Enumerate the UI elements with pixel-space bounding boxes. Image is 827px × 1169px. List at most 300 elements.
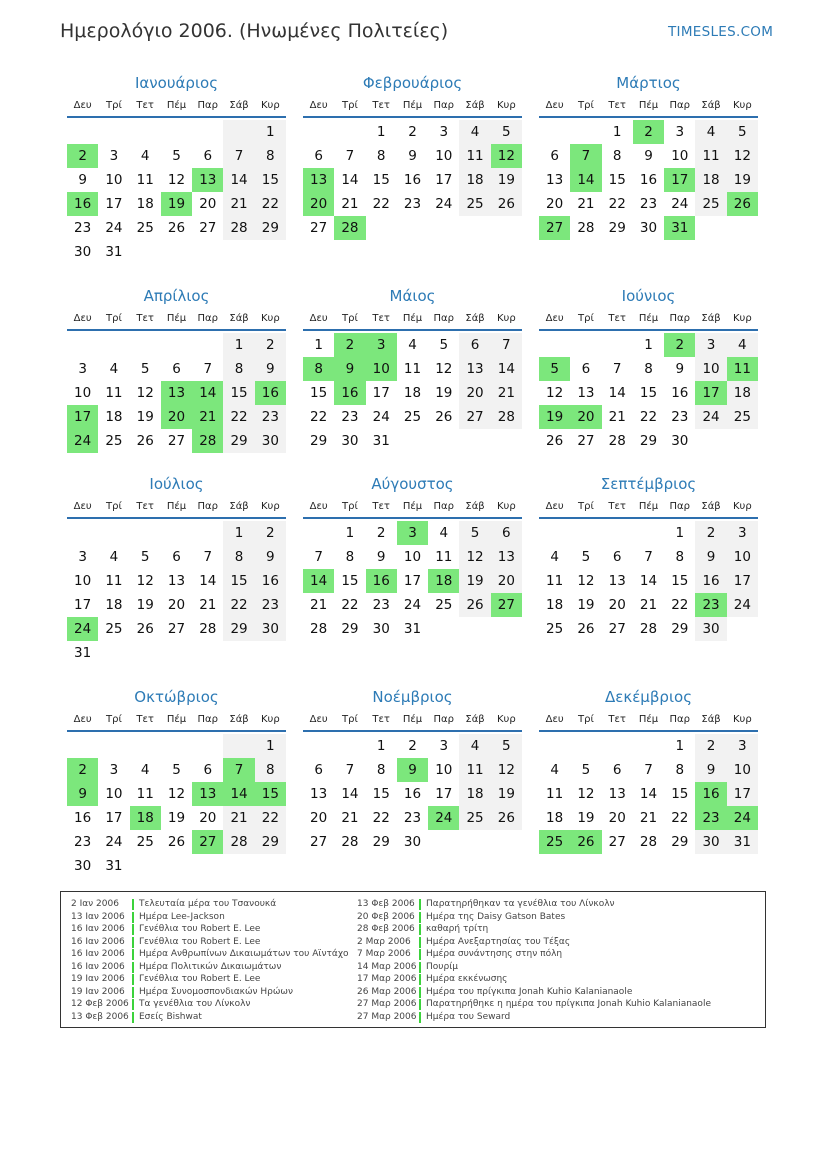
day-cell: 23 (255, 405, 286, 429)
day-cell: 30 (255, 429, 286, 453)
weekday-label: Τετ (608, 313, 626, 324)
day-cell: 15 (255, 168, 286, 192)
day-cell: 5 (491, 120, 522, 144)
day-cell: 31 (105, 244, 123, 260)
day-cell: 26 (435, 409, 453, 425)
weekday-label: Κυρ (260, 501, 280, 512)
empty-cell (192, 120, 223, 144)
day-cell: 18 (459, 168, 490, 192)
weekday-label: Σάβ (229, 714, 249, 725)
holiday-marker (419, 962, 421, 973)
day-cell: 8 (612, 148, 622, 164)
day-cell: 14 (199, 573, 217, 589)
day-cell: 28 (639, 834, 658, 850)
day-cell: 10 (671, 148, 689, 164)
weekday-label: Δευ (545, 100, 564, 111)
day-cell: 8 (255, 758, 286, 782)
day-cell: 20 (199, 196, 217, 212)
day-cell: 23 (671, 409, 689, 425)
holiday-day-cell: 2 (67, 144, 98, 168)
holiday-entry (71, 998, 349, 1011)
weekday-label: Κυρ (732, 714, 752, 725)
holiday-marker (132, 949, 134, 960)
day-cell: 30 (74, 858, 92, 874)
holiday-day-cell: 12 (491, 144, 522, 168)
holiday-marker (419, 1012, 421, 1023)
holiday-column-left (71, 898, 349, 1023)
day-cell: 28 (223, 216, 254, 240)
weekday-label: Τρί (578, 501, 594, 512)
holiday-name: Εσείς Bishwat (139, 1011, 202, 1022)
holiday-day-cell: 27 (491, 593, 522, 617)
holiday-entry (71, 923, 349, 936)
day-cell: 11 (105, 385, 123, 401)
day-cell: 17 (403, 573, 422, 589)
empty-cell (303, 120, 334, 144)
holiday-name: Γενέθλια του Robert E. Lee (139, 924, 261, 934)
weekday-label: Παρ (197, 714, 218, 725)
holiday-date: 19 Ιαν 2006 (71, 974, 125, 984)
weekday-label: Πέμ (166, 313, 187, 324)
empty-cell (161, 120, 192, 144)
day-cell: 17 (105, 810, 123, 826)
holiday-marker (132, 987, 134, 998)
empty-cell (223, 120, 254, 144)
holiday-day-cell: 9 (334, 357, 365, 381)
day-cell: 25 (105, 433, 123, 449)
day-cell: 7 (491, 333, 522, 357)
empty-cell (67, 120, 98, 144)
day-cell: 15 (310, 385, 328, 401)
holiday-date: 13 Ιαν 2006 (71, 911, 125, 922)
day-cell: 30 (74, 244, 92, 260)
day-cell: 4 (695, 120, 726, 144)
day-cell: 5 (172, 762, 181, 778)
weekday-label: Τρί (342, 100, 358, 111)
holiday-marker (419, 937, 421, 948)
day-cell: 4 (459, 734, 490, 758)
weekday-label: Κυρ (496, 714, 516, 725)
day-cell: 27 (167, 433, 186, 449)
day-cell: 18 (136, 196, 154, 212)
weekday-label: Δευ (73, 100, 92, 111)
holiday-marker (132, 962, 134, 973)
holiday-day-cell: 20 (161, 405, 192, 429)
empty-cell (334, 734, 365, 758)
day-cell: 6 (203, 762, 213, 778)
weekday-header (539, 710, 758, 732)
day-grid (303, 734, 522, 854)
day-cell: 31 (372, 433, 390, 449)
day-cell: 6 (172, 549, 181, 565)
empty-cell (192, 521, 223, 545)
weekday-label: Τετ (136, 501, 154, 512)
day-cell: 30 (341, 433, 359, 449)
weekday-label: Τετ (136, 313, 154, 324)
day-cell: 15 (671, 786, 689, 802)
holiday-date: 17 Μαρ 2006 (357, 974, 417, 984)
holiday-entry (357, 936, 711, 949)
day-cell: 5 (727, 120, 758, 144)
day-cell: 8 (644, 361, 653, 377)
month-name: Ιούνιος (621, 287, 676, 305)
day-cell: 15 (639, 385, 658, 401)
holiday-marker (419, 899, 421, 910)
empty-cell (130, 521, 161, 545)
day-cell: 18 (695, 168, 726, 192)
day-grid (539, 120, 758, 240)
holiday-entry (71, 986, 349, 999)
day-cell: 10 (105, 786, 123, 802)
holiday-name: Ημέρα Ανεξαρτησίας του Τέξας (426, 936, 571, 947)
day-cell: 24 (105, 220, 123, 236)
month-name: Ιούλιος (149, 475, 204, 493)
holiday-date: 16 Ιαν 2006 (71, 936, 125, 947)
day-cell: 17 (435, 786, 453, 802)
day-cell: 17 (727, 569, 758, 593)
day-cell: 28 (341, 834, 359, 850)
day-cell: 22 (372, 810, 390, 826)
day-cell: 8 (255, 144, 286, 168)
day-cell: 17 (105, 196, 123, 212)
holiday-date: 13 Φεβ 2006 (71, 1011, 129, 1022)
weekday-header (539, 96, 758, 118)
weekday-label: Τετ (372, 313, 390, 324)
day-cell: 26 (577, 621, 595, 637)
day-cell: 11 (136, 172, 154, 188)
day-cell: 29 (671, 834, 689, 850)
day-cell: 9 (695, 758, 726, 782)
day-cell: 5 (581, 762, 591, 778)
month-name: Δεκέμβριος (604, 688, 692, 706)
day-cell: 4 (140, 762, 150, 778)
day-cell: 4 (408, 337, 417, 353)
day-cell: 21 (310, 597, 328, 613)
day-cell: 25 (727, 405, 758, 429)
day-grid (67, 521, 286, 665)
day-cell: 19 (491, 782, 522, 806)
weekday-label: Δευ (73, 313, 92, 324)
holiday-name: Ημέρα Lee-Jackson (139, 911, 225, 922)
day-cell: 27 (577, 433, 595, 449)
day-cell: 18 (105, 597, 123, 613)
day-cell: 3 (439, 738, 449, 754)
weekday-label: Σάβ (465, 501, 485, 512)
weekday-label: Σάβ (701, 501, 721, 512)
holiday-day-cell: 2 (334, 333, 365, 357)
holiday-day-cell: 13 (303, 168, 334, 192)
day-cell: 10 (403, 549, 422, 565)
day-cell: 31 (403, 621, 422, 637)
day-cell: 24 (105, 834, 123, 850)
weekday-label: Δευ (309, 313, 328, 324)
holiday-date: 28 Φεβ 2006 (357, 924, 415, 934)
holiday-name: καθαρή τρίτη (426, 924, 489, 934)
holiday-day-cell: 14 (570, 168, 601, 192)
day-cell: 4 (140, 148, 150, 164)
day-cell: 13 (546, 172, 564, 188)
holiday-day-cell: 28 (334, 216, 365, 240)
day-cell: 16 (403, 786, 422, 802)
day-cell: 6 (172, 361, 181, 377)
weekday-label: Σάβ (465, 714, 485, 725)
day-cell: 26 (546, 433, 564, 449)
holiday-marker (419, 999, 421, 1010)
empty-cell (602, 521, 633, 545)
day-cell: 5 (172, 148, 181, 164)
weekday-label: Κυρ (732, 100, 752, 111)
day-cell: 26 (167, 834, 186, 850)
holiday-day-cell: 7 (223, 758, 254, 782)
holiday-entry (71, 961, 349, 974)
day-cell: 17 (727, 782, 758, 806)
day-cell: 5 (459, 521, 490, 545)
empty-cell (539, 734, 570, 758)
day-cell: 22 (223, 593, 254, 617)
holiday-date: 13 Φεβ 2006 (357, 899, 415, 909)
month-calendar (67, 472, 286, 665)
empty-cell (539, 120, 570, 144)
day-cell: 17 (74, 597, 92, 613)
weekday-label: Πέμ (166, 100, 187, 111)
holiday-date: 27 Μαρ 2006 (357, 999, 417, 1009)
holiday-entry (357, 898, 711, 911)
day-cell: 22 (608, 196, 626, 212)
holiday-column-right (357, 898, 711, 1023)
day-cell: 29 (341, 621, 359, 637)
day-cell: 6 (581, 361, 591, 377)
empty-cell (192, 333, 223, 357)
day-cell: 15 (223, 381, 254, 405)
holiday-day-cell: 17 (67, 405, 98, 429)
day-grid (539, 521, 758, 641)
day-cell: 25 (695, 192, 726, 216)
day-cell: 28 (310, 621, 328, 637)
day-cell: 18 (403, 385, 422, 401)
weekday-header (67, 309, 286, 331)
holiday-day-cell: 18 (428, 569, 459, 593)
holiday-day-cell: 20 (303, 192, 334, 216)
day-cell: 8 (223, 545, 254, 569)
weekday-label: Δευ (545, 501, 564, 512)
day-cell: 12 (167, 172, 186, 188)
day-cell: 21 (639, 810, 658, 826)
empty-cell (98, 734, 129, 758)
day-cell: 7 (644, 762, 653, 778)
day-cell: 11 (105, 573, 123, 589)
day-cell: 23 (403, 196, 422, 212)
day-cell: 10 (727, 545, 758, 569)
day-cell: 14 (639, 573, 658, 589)
weekday-label: Τρί (578, 714, 594, 725)
weekday-label: Πέμ (638, 100, 659, 111)
holiday-day-cell: 20 (570, 405, 601, 429)
day-cell: 22 (223, 405, 254, 429)
weekday-label: Παρ (197, 501, 218, 512)
day-cell: 26 (136, 433, 154, 449)
holiday-name: Παρατηρήθηκαν τα γενέθλια του Λίνκολν (426, 899, 615, 909)
weekday-label: Πέμ (638, 714, 659, 725)
day-cell: 27 (459, 405, 490, 429)
page-title: Ημερολόγιο 2006. (Ηνωμένες Πολιτείες) (60, 20, 449, 42)
day-cell: 12 (136, 385, 154, 401)
weekday-label: Παρ (669, 100, 690, 111)
day-cell: 2 (255, 521, 286, 545)
weekday-label: Δευ (309, 714, 328, 725)
holiday-entry (357, 961, 711, 974)
holiday-day-cell: 26 (570, 830, 601, 854)
holiday-day-cell: 14 (223, 782, 254, 806)
day-cell: 15 (671, 573, 689, 589)
day-cell: 11 (546, 573, 564, 589)
holiday-marker (132, 912, 134, 923)
month-name: Μάρτιος (616, 74, 681, 92)
day-cell: 23 (74, 220, 92, 236)
day-cell: 9 (675, 361, 685, 377)
holiday-day-cell: 23 (695, 593, 726, 617)
day-grid (67, 734, 286, 878)
weekday-label: Πέμ (402, 100, 423, 111)
day-cell: 30 (255, 617, 286, 641)
day-cell: 28 (199, 621, 217, 637)
day-cell: 24 (372, 409, 390, 425)
empty-cell (570, 120, 601, 144)
holiday-marker (419, 912, 421, 923)
day-cell: 16 (671, 385, 689, 401)
day-cell: 18 (105, 409, 123, 425)
month-name: Φεβρουάριος (362, 74, 463, 92)
day-cell: 9 (376, 549, 386, 565)
holiday-day-cell: 19 (161, 192, 192, 216)
weekday-label: Πέμ (402, 501, 423, 512)
day-cell: 5 (491, 734, 522, 758)
day-cell: 6 (491, 521, 522, 545)
month-calendar (303, 685, 522, 854)
holiday-day-cell: 16 (366, 569, 397, 593)
day-cell: 29 (639, 433, 658, 449)
day-cell: 11 (459, 758, 490, 782)
day-cell: 6 (612, 549, 622, 565)
day-cell: 24 (695, 405, 726, 429)
holiday-marker (132, 974, 134, 985)
day-cell: 3 (727, 521, 758, 545)
day-cell: 3 (695, 333, 726, 357)
day-cell: 27 (167, 621, 186, 637)
day-cell: 31 (727, 830, 758, 854)
holiday-list (60, 891, 766, 1028)
holiday-day-cell: 3 (366, 333, 397, 357)
holiday-date: 16 Ιαν 2006 (71, 924, 125, 934)
holiday-day-cell: 2 (633, 120, 664, 144)
holiday-marker (419, 949, 421, 960)
weekday-label: Πέμ (638, 313, 659, 324)
weekday-label: Κυρ (496, 501, 516, 512)
day-cell: 13 (310, 786, 328, 802)
weekday-label: Τρί (106, 100, 122, 111)
day-cell: 25 (105, 621, 123, 637)
holiday-name: Πουρίμ (426, 961, 458, 972)
holiday-day-cell: 18 (130, 806, 161, 830)
empty-cell (192, 734, 223, 758)
day-cell: 2 (695, 734, 726, 758)
holiday-entry (357, 1011, 711, 1024)
day-grid (303, 120, 522, 240)
holiday-date: 20 Φεβ 2006 (357, 911, 415, 922)
holiday-day-cell: 17 (664, 168, 695, 192)
day-cell: 18 (727, 381, 758, 405)
day-cell: 4 (109, 549, 119, 565)
holiday-day-cell: 17 (695, 381, 726, 405)
day-cell: 1 (376, 124, 386, 140)
day-cell: 14 (608, 385, 626, 401)
weekday-label: Σάβ (465, 313, 485, 324)
day-cell: 10 (435, 762, 453, 778)
day-cell: 31 (74, 645, 92, 661)
day-cell: 20 (310, 810, 328, 826)
day-cell: 4 (459, 120, 490, 144)
day-grid (303, 521, 522, 641)
day-cell: 16 (255, 569, 286, 593)
empty-cell (539, 521, 570, 545)
day-cell: 20 (546, 196, 564, 212)
weekday-label: Παρ (433, 100, 454, 111)
weekday-header (67, 710, 286, 732)
day-cell: 30 (695, 617, 726, 641)
day-cell: 22 (671, 597, 689, 613)
day-cell: 27 (310, 834, 328, 850)
weekday-label: Σάβ (465, 100, 485, 111)
day-cell: 29 (223, 429, 254, 453)
weekday-header (303, 710, 522, 732)
holiday-day-cell: 16 (67, 192, 98, 216)
day-cell: 3 (439, 124, 449, 140)
weekday-label: Δευ (545, 313, 564, 324)
day-cell: 1 (644, 337, 653, 353)
day-grid (303, 333, 522, 453)
weekday-label: Τετ (608, 100, 626, 111)
holiday-name: Γενέθλια του Robert E. Lee (139, 974, 261, 984)
holiday-date: 19 Ιαν 2006 (71, 986, 125, 997)
day-cell: 3 (78, 549, 87, 565)
weekday-header (303, 309, 522, 331)
weekday-label: Παρ (433, 501, 454, 512)
day-cell: 5 (140, 361, 150, 377)
holiday-name: Γενέθλια του Robert E. Lee (139, 936, 261, 947)
day-cell: 13 (459, 357, 490, 381)
weekday-header (303, 497, 522, 519)
empty-cell (570, 521, 601, 545)
day-cell: 15 (372, 786, 390, 802)
day-cell: 18 (546, 810, 564, 826)
day-cell: 19 (136, 409, 154, 425)
weekday-label: Παρ (433, 714, 454, 725)
empty-cell (633, 521, 664, 545)
holiday-day-cell: 24 (428, 806, 459, 830)
day-cell: 21 (577, 196, 595, 212)
day-cell: 11 (546, 786, 564, 802)
empty-cell (602, 333, 633, 357)
month-calendar (539, 284, 758, 453)
day-cell: 25 (546, 621, 564, 637)
holiday-day-cell: 14 (303, 569, 334, 593)
day-cell: 19 (727, 168, 758, 192)
brand-link[interactable]: TIMESLES.COM (668, 24, 774, 40)
holiday-entry (71, 973, 349, 986)
day-cell: 28 (577, 220, 595, 236)
day-cell: 15 (341, 573, 359, 589)
empty-cell (334, 120, 365, 144)
holiday-name: Παρατηρήθηκε η ημέρα του πρίγκιπα Jonah Kuhio Kalanianaole (426, 999, 711, 1009)
